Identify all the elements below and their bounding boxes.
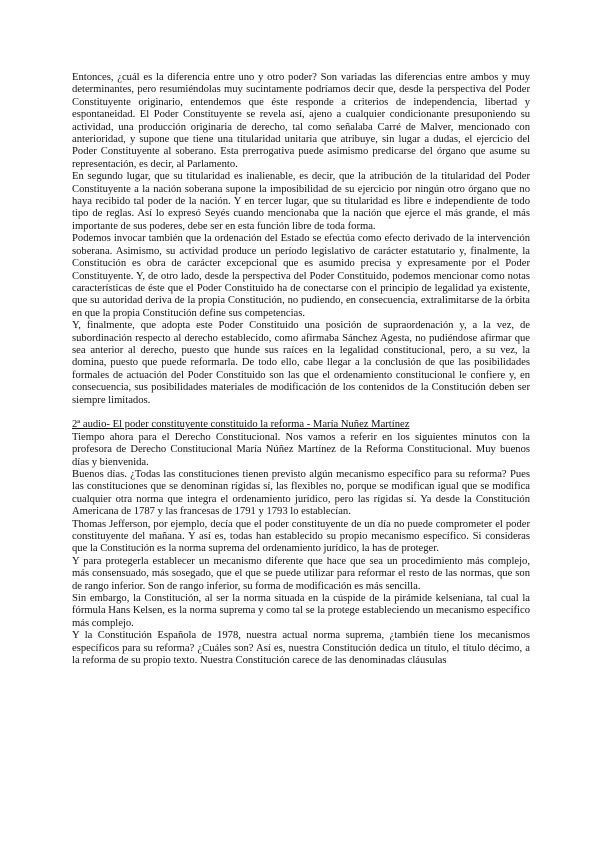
paragraph: Thomas Jefferson, por ejemplo, decía que el poder constituyente de un día no puede comprometer el poder constituyente del mañana. Y así es, todas han establecido su propio mecanismo específico. Si consideras que la Constitución es la norma suprema del ordenamiento jurídico, la has de proteger. [72, 518, 530, 555]
paragraph: Y, finalmente, que adopta este Poder Constituido una posición de supraordenación y, a la vez, de subordinación respecto al derecho establecido, como afirmaba Sánchez Agesta, no pudiéndose afirmar que sea anterior al derecho, puesto que hunde sus raíces en la legalidad constitucional, pero, a su vez, la domina, puesto que puede reformarla. De todo ello, cabe llegar a la conclusión de que las posibilidades formales de actuación del Poder Constituido son las que el ordenamiento constitucional le confiere y, en consecuencia, sus posibilidades materiales de modificación de los contenidos de la Constitución deben ser siempre limitados. [72, 320, 530, 406]
paragraph: En segundo lugar, que su titularidad es inalienable, es decir, que la atribución de la titularidad del Poder Constituyente a la nación soberana supone la imposibilidad de su ejercicio por ningún otro órgano que no haya recibido tal poder de la nación. Y en tercer lugar, que su titularidad es libre e independiente de todo tipo de reglas. Así lo expresó Seyés cuando mencionaba que la nación que ejerce el más grande, el más importante de sus poderes, debe ser en esta función libre de toda forma. [72, 171, 530, 232]
paragraph: Buenos días. ¿Todas las constituciones tienen previsto algún mecanismo específico para su reforma? Pues las constituciones que se denominan rígidas sí, las flexibles no, porque se modifican igual que se modifica cualquier otra norma que integra el ordenamiento jurídico, pero las rígidas sí. Ya desde la Constitución Americana de 1787 y las francesas de 1791 y 1793 lo establecían. [72, 468, 530, 518]
paragraph: Y para protegerla establecer un mecanismo diferente que hace que sea un procedimiento más complejo, más consensuado, más sosegado, que el que se puede utilizar para reformar el resto de las normas, que son de rango inferior. Son de rango inferior, su forma de modificación es más sencilla. [72, 555, 530, 592]
section-heading: 2ª audio- El poder constituyente constituido la reforma - María Nuñez Martínez [72, 419, 410, 431]
paragraph: Y la Constitución Española de 1978, nuestra actual norma suprema, ¿también tiene los mecanismos específicos para su reforma? ¿Cuáles son? Así es, nuestra Constitución dedica un título, el título décimo, a la reforma de su propio texto. Nuestra Constitución carece de las denominadas cláusulas [72, 630, 530, 667]
paragraph: Entonces, ¿cuál es la diferencia entre uno y otro poder? Son variadas las diferencias entre ambos y muy determinantes, pero resumiéndolas muy sucintamente podríamos decir que, desde la perspectiva del Poder Constituyente originario, entendemos que éste responde a criterios de independencia, libertad y espontaneidad. El Poder Constituyente se revela así, ajeno a cualquier condicionante presuponiendo su actividad, una producción originaria de derecho, tal como señalaba Carré de Malver, mencionado con anterioridad, y supone que tiene una titularidad unitaria que atribuye, sin lugar a dudas, el ejercicio del Poder Constituyente al soberano. Esta prerrogativa puede asimismo predicarse del órgano que asume su representación, es decir, al Parlamento. [72, 72, 530, 170]
paragraph: Sin embargo, la Constitución, al ser la norma situada en la cúspide de la pirámide kelseniana, tal cual la fórmula Hans Kelsen, es la norma suprema y como tal se la protege estableciendo un mecanismo específico más complejo. [72, 593, 530, 629]
paragraph: Podemos invocar también que la ordenación del Estado se efectúa como efecto derivado de la intervención soberana. Asimismo, su actividad produce un período legislativo de carácter estatutario y, finalmente, la Constitución es obra de carácter excepcional que es asumido precisa y expresamente por el Poder Constituyente. Y, de otro lado, desde la perspectiva del Poder Constituido, podemos mencionar como notas características de éste que el Poder Constituido ha de conectarse con el principio de legalidad ya existente, que su autoridad deriva de la propia Constitución, no pudiendo, en consecuencia, extralimitarse de la órbita en que la propia Constitución define sus competencias. [72, 233, 530, 319]
document-page [72, 72, 530, 667]
paragraph: Tiempo ahora para el Derecho Constitucional. Nos vamos a referir en los siguientes minutos con la profesora de Derecho Constitucional María Núñez Martínez de la Reforma Constitucional. Muy buenos días y bienvenida. [72, 431, 530, 468]
section-gap [72, 407, 530, 419]
